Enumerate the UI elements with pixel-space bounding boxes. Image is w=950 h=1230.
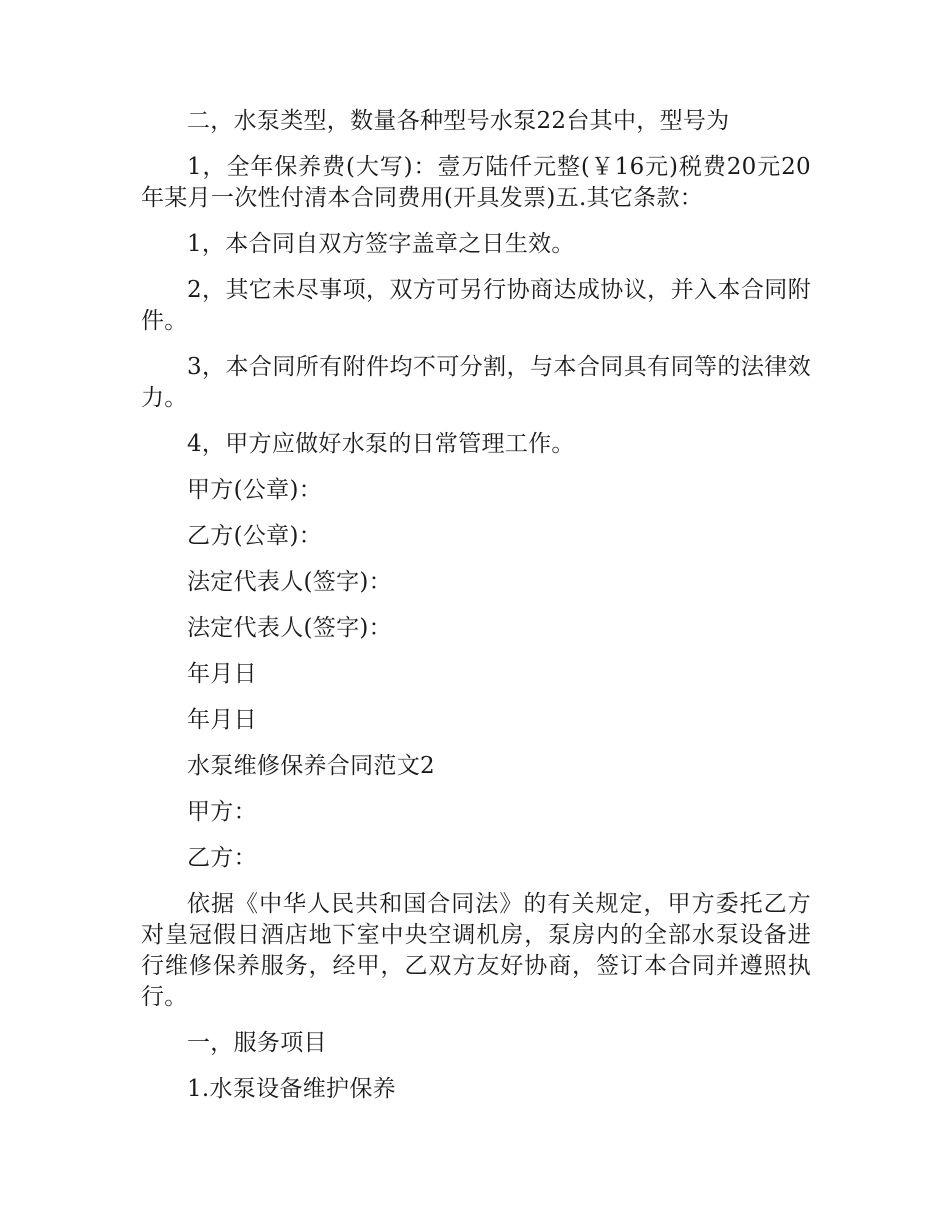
paragraph-clause-4: 4，甲方应做好水泵的日常管理工作。 <box>187 431 575 457</box>
document-body <box>141 106 811 1120</box>
paragraph-pump-types: 二，水泵类型，数量各种型号水泵22台其中，型号为 <box>187 108 730 134</box>
party-b-seal: 乙方(公章)： <box>187 523 323 549</box>
paragraph-annual-fee: 1，全年保养费(大写)：壹万陆仟元整(￥16元)税费20元20年某月一次性付清本合同费用(开具发票)五.其它条款： <box>141 154 811 211</box>
paragraph-preamble: 依据《中华人民共和国合同法》的有关规定，甲方委托乙方对皇冠假日酒店地下室中央空调机房，泵房内的全部水泵设备进行维修保养服务，经甲，乙双方友好协商，签订本合同并遵照执行。 <box>141 891 811 1010</box>
party-b-label: 乙方： <box>187 845 257 871</box>
paragraph-clause-1: 1，本合同自双方签字盖章之日生效。 <box>187 231 575 257</box>
party-a-seal: 甲方(公章)： <box>187 477 323 503</box>
heading-service-items: 一，服务项目 <box>187 1030 327 1056</box>
date-b: 年月日 <box>187 707 257 733</box>
paragraph-clause-2: 2，其它未尽事项，双方可另行协商达成协议，并入本合同附件。 <box>141 277 811 334</box>
legal-rep-signature-a: 法定代表人(签字)： <box>187 569 392 595</box>
item-pump-maintenance: 1.水泵设备维护保养 <box>187 1076 396 1102</box>
paragraph-clause-3: 3，本合同所有附件均不可分割，与本合同具有同等的法律效力。 <box>141 354 811 411</box>
section-title-sample-2: 水泵维修保养合同范文2 <box>187 753 435 779</box>
legal-rep-signature-b: 法定代表人(签字)： <box>187 615 392 641</box>
date-a: 年月日 <box>187 661 257 687</box>
party-a-label: 甲方： <box>187 799 257 825</box>
